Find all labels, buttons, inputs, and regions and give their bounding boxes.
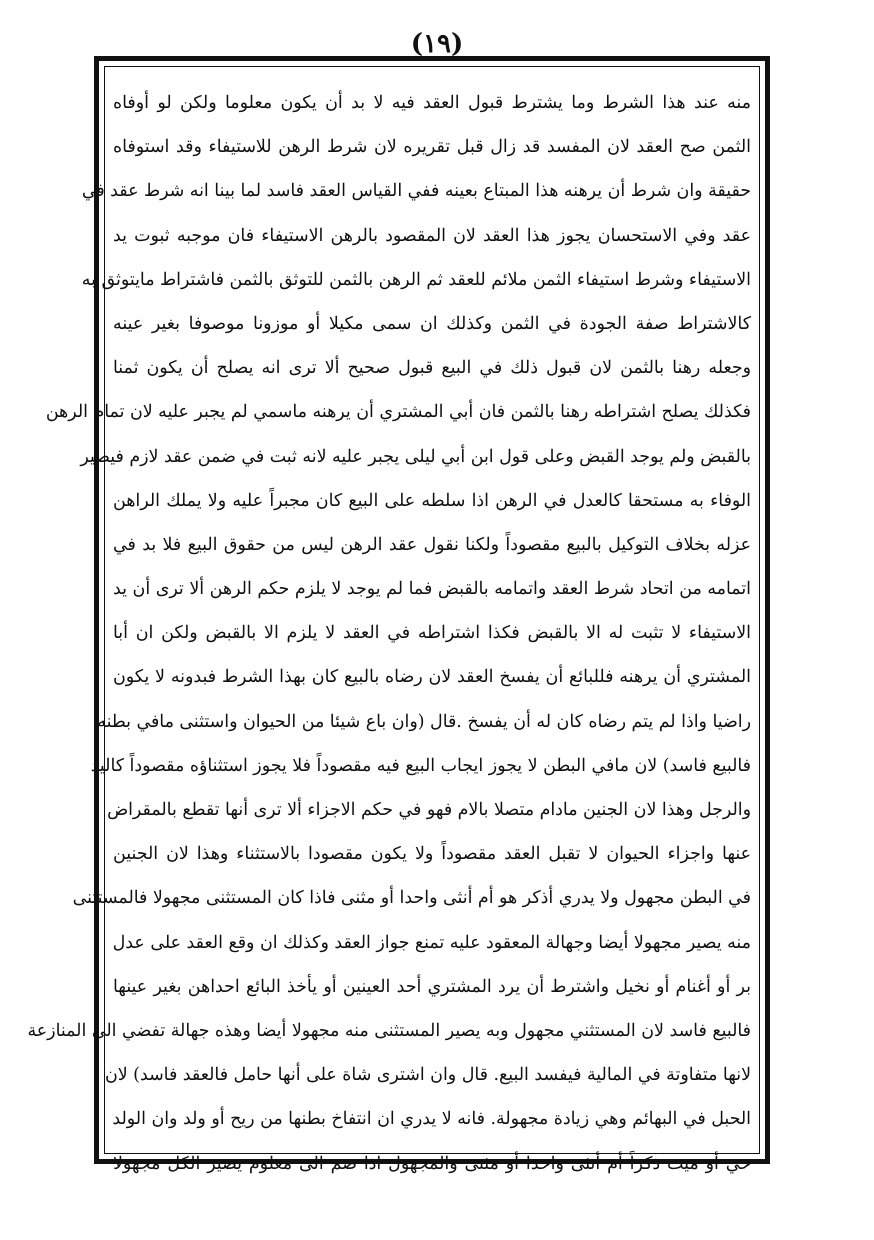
text-line: منه يصير مجهولا أيضا وجهالة المعقود عليه تمنع جواز العقد وكذلك ان وقع العقد على عدل (112, 932, 751, 953)
text-line: الوفاء به مستحقا كالعدل في الرهن اذا سلطه على البيع كان مجبراً عليه ولا يملك الراهن (113, 490, 751, 511)
text-line: المشتري أن يرهنه فللبائع أن يفسخ العقد لان رضاه بالبيع كان بهذا الشرط فبدونه لا يكون (113, 667, 751, 688)
page-border (27, 56, 770, 1174)
text-line: عزله بخلاف التوكيل بالبيع مقصوداً ولكنا نقول عقد الرهن ليس من حقوق البيع فلا بد في (113, 534, 751, 555)
text-line: كالاشتراط صفة الجودة في الثمن وكذلك ان سمى مكيلا أو موزونا موصوفا بغير عينه (113, 313, 751, 334)
text-line: الاستيفاء وشرط استيفاء الثمن ملائم للعقد ثم الرهن بالثمن للتوثق بالثمن فاشتراط مايتوثق به (81, 269, 751, 290)
text-line: عنها واجزاء الحيوان لا تقبل العقد مقصوداً ولا يكون مقصودا بالاستثناء وهذا لان الجنين (113, 844, 751, 865)
text-line: منه عند هذا الشرط وما يشترط قبول العقد فيه لا بد أن يكون معلوما ولكن لو أوفاه (113, 93, 751, 113)
text-line: بالقبض ولم يوجد القبض وعلى قول ابن أبي ليلى يجبر عليه لانه ثبت في ضمن عقد لازم فيصير (80, 446, 751, 467)
text-line: وجعله رهنا بالثمن لان قبول ذلك في البيع قبول صحيح ألا ترى انه يصلح أن يكون ثمنا (113, 358, 751, 379)
text-line: والرجل وهذا لان الجنين مادام متصلا بالام فهو في حكم الاجزاء ألا ترى أنها تقطع بالمقراض (107, 800, 751, 820)
text-line: الاستيفاء لا تثبت له الا بالقبض فكذا اشتراطه في العقد لا يلزم الا بالقبض ولكن ان أبا (113, 623, 751, 644)
text-line: لانها متفاوتة في المالية فيفسد البيع. قال وان اشترى شاة على أنها حامل فالعقد فاسد) لان (104, 1065, 751, 1086)
inner-border (27, 66, 760, 1174)
text-line: فكذلك يصلح اشتراطه رهنا بالثمن فان أبي المشتري أن يرهنه ماسمي لم يجبر عليه لان تمام الرهن (45, 402, 751, 423)
text-line: حي أو ميت ذكراً أم أنثى واحدا أو مثنى والمجهول اذا ضم الى معلوم يصير الكل مجهولا (113, 1153, 751, 1174)
text-line: فالبيع فاسد لان المستثني مجهول وبه يصير المستثنى منه مجهولا أيضا وهذه جهالة تفضي الى المنازعة (27, 1020, 751, 1041)
text-line: بر أو أغنام أو نخيل واشترط أن يرد المشتري أحد العينين أو يأخذ البائع احداهن بغير عينها (113, 976, 751, 997)
text-line: اتمامه من اتحاد شرط العقد واتمامه بالقبض فما لم يوجد لا يلزم حكم الرهن ألا ترى أن يد (113, 579, 751, 600)
page-number: (١٩) (410, 29, 464, 59)
text-line: الثمن صح العقد لان المفسد قد زال قبل تقريره لان شرط الرهن للاستيفاء وقد استوفاه (113, 137, 751, 158)
body-text (27, 81, 751, 1186)
text-line: الحبل في البهائم وهي زيادة مجهولة. فانه لا يدري ان انتفاخ بطنها من ريح أو ولد وان الولد (112, 1109, 751, 1130)
text-line: حقيقة وان شرط أن يرهنه هذا المبتاع بعينه ففي القياس العقد فاسد لما بينا انه شرط عقد في (81, 181, 751, 202)
text-line: في البطن مجهول ولا يدري أذكر هو أم أنثى واحدا أو مثنى فاذا كان المستثنى مجهولا فالمستثنى (72, 888, 751, 909)
text-line: راضيا واذا لم يتم رضاه كان له أن يفسخ .قال (وان باع شيئا من الحيوان واستثنى مافي بطنه (97, 711, 751, 732)
text-line: عقد وفي الاستحسان يجوز هذا العقد لان المقصود بالرهن الاستيفاء فان موجبه ثبوت يد (113, 225, 751, 246)
text-line: فالبيع فاسد) لان مافي البطن لا يجوز ايجاب البيع فيه مقصوداً فلا يجوز استثناؤه مقصوداً كاليد (90, 755, 751, 776)
